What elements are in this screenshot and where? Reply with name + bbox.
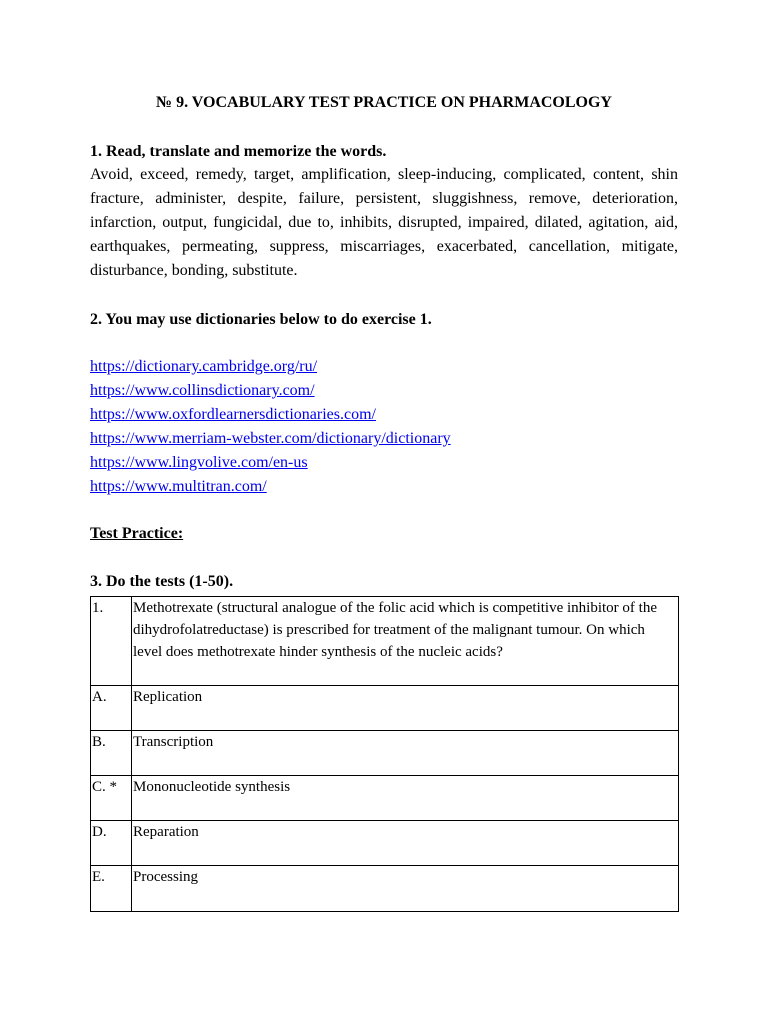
vocabulary-word-list: Avoid, exceed, remedy, target, amplification, sleep-inducing, complicated, content, shin fracture, administer, despite, failure, persistent, sluggishness, remove, deterioration, infarction, output, fungicidal, due to, inhibits, disrupted, impaired, dilated, agitation, aid, earthquakes, permeating, suppress, miscarriages, exacerbated, cancellation, mitigate, disturbance, bonding, substitute. — [90, 166, 678, 279]
answer-row-b — [91, 731, 679, 776]
section2-heading: 2. You may use dictionaries below to do exercise 1. — [90, 311, 432, 328]
answer-text: Transcription — [132, 731, 679, 776]
dictionary-link-cambridge[interactable]: https://dictionary.cambridge.org/ru/ — [90, 358, 318, 375]
question-text: Methotrexate (structural analogue of the folic acid which is competitive inhibitor of the dihydrofolatreductase) is prescribed for treatment of the malignant tumour. On which level does methotrexate hinder synthesis of the nucleic acids? — [132, 597, 679, 686]
question-number: 1. — [91, 597, 132, 686]
answer-letter: B. — [91, 731, 132, 776]
dictionary-link-merriam-webster[interactable]: https://www.merriam-webster.com/dictionary/dictionary — [90, 430, 451, 447]
answer-row-e — [91, 866, 679, 912]
question-row — [91, 597, 679, 686]
answer-text: Replication — [132, 686, 679, 731]
section3-heading: 3. Do the tests (1-50). — [90, 573, 234, 590]
answer-letter: C. * — [91, 776, 132, 821]
test-practice-heading: Test Practice: — [90, 525, 184, 542]
question-table — [90, 596, 679, 912]
document-title: № 9. VOCABULARY TEST PRACTICE ON PHARMACOLOGY — [156, 94, 612, 111]
dictionary-link-multitran[interactable]: https://www.multitran.com/ — [90, 478, 267, 495]
dictionary-link-lingvolive[interactable]: https://www.lingvolive.com/en-us — [90, 454, 308, 471]
section1-heading: 1. Read, translate and memorize the words. — [90, 143, 387, 160]
answer-text: Mononucleotide synthesis — [132, 776, 679, 821]
answer-row-c — [91, 776, 679, 821]
dictionary-link-list — [90, 355, 678, 499]
answer-letter: D. — [91, 821, 132, 866]
dictionary-link-oxford[interactable]: https://www.oxfordlearnersdictionaries.com/ — [90, 406, 376, 423]
answer-text: Reparation — [132, 821, 679, 866]
answer-letter: A. — [91, 686, 132, 731]
answer-row-a — [91, 686, 679, 731]
answer-row-d — [91, 821, 679, 866]
answer-letter: E. — [91, 866, 132, 912]
answer-text: Processing — [132, 866, 679, 912]
dictionary-link-collins[interactable]: https://www.collinsdictionary.com/ — [90, 382, 315, 399]
